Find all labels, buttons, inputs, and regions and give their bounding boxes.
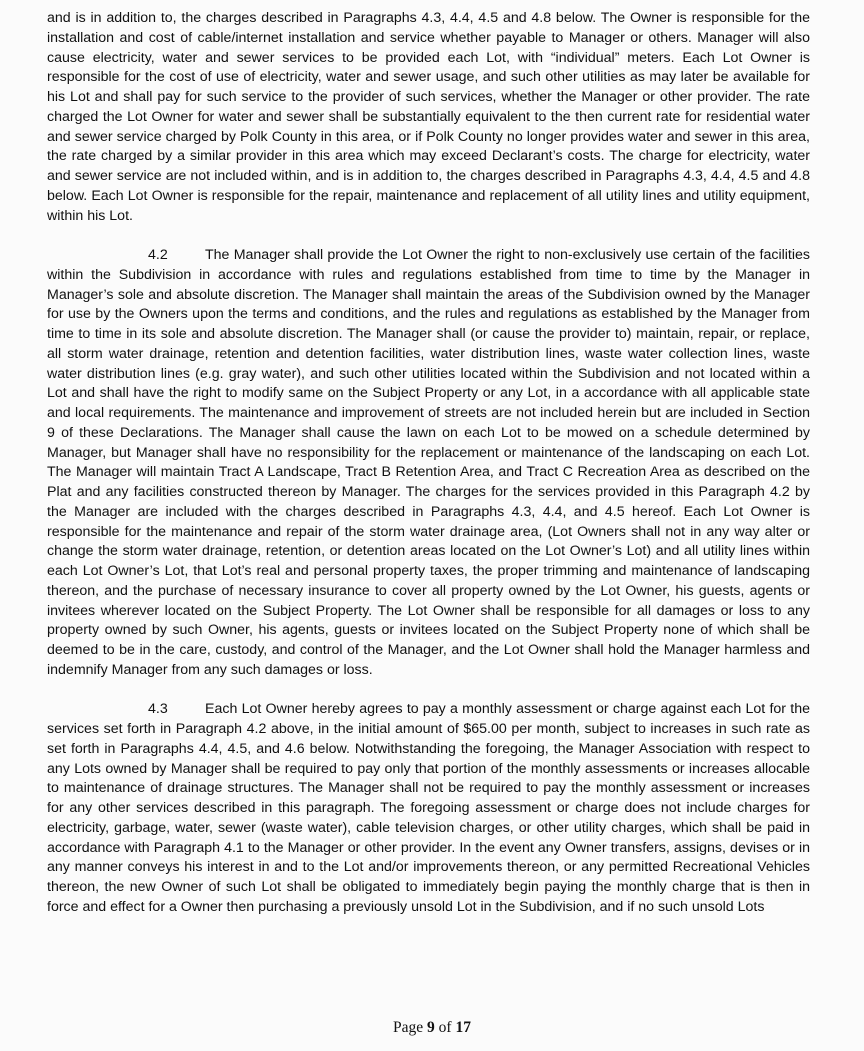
continuation-paragraph: and is in addition to, the charges described in Paragraphs 4.3, 4.4, 4.5 and 4.8 below. The Owner is responsible for the installation and cost of cable/internet installation and service whether payable to Manager or others. Manager will also cause electricity, water and sewer services to be provided each Lot, with “individual” meters. Each Lot Owner is responsible for the cost of use of electricity, water and sewer usage, and such other utilities as may later be available for his Lot and shall pay for such service to the provider of such services, whether the Manager or other provider. The rate charged the Lot Owner for water and sewer shall be substantially equivalent to the then current rate for residential water and sewer service charged by Polk County in this area, or if Polk County no longer provides water and sewer in this area, the rate charged by a similar provider in this area which may exceed Declarant’s costs. The charge for electricity, water and sewer service are not included within, and is in addition to, the charges described in Paragraphs 4.3, 4.4, 4.5 and 4.8 below. Each Lot Owner is responsible for the repair, maintenance and replacement of all utility lines and utility equipment, within his Lot. xyxy=(47,10,810,224)
of-label: of xyxy=(438,1019,452,1036)
document-body xyxy=(47,9,810,918)
section-4-3-paragraph xyxy=(47,700,810,917)
section-text: Each Lot Owner hereby agrees to pay a monthly assessment or charge against each Lot for the services set forth in Paragraph 4.2 above, in the initial amount of $65.00 per month, subject to increases in such rate as set forth in Paragraphs 4.4, 4.5, and 4.6 below. Notwithstanding the foregoing, the Manager Association with respect to any Lots owned by Manager shall be required to pay only that portion of the monthly assessments or increases allocable to maintenance of drainage structures. The Manager shall not be required to pay the monthly assessment or increases for any other services described in this paragraph. The foregoing assessment or charge does not include charges for electricity, garbage, water, sewer (waste water), cable television charges, or other utility charges, which shall be paid in accordance with Paragraph 4.1 to the Manager or other provider. In the event any Owner transfers, assigns, devises or in any manner conveys his interest in and to the Lot and/or improvements thereon, or any permitted Recreational Vehicles thereon, the new Owner of such Lot shall be obligated to immediately begin paying the monthly charge that is then in force and effect for a Owner then purchasing a previously unsold Lot in the Subdivision, and if no such unsold Lots xyxy=(47,701,810,915)
total-pages: 17 xyxy=(455,1019,471,1036)
page-footer xyxy=(0,1019,864,1037)
page-label: Page xyxy=(393,1019,424,1036)
section-number: 4.3 xyxy=(148,701,168,718)
section-text: The Manager shall provide the Lot Owner the right to non-exclusively use certain of the facilities within the Subdivision in accordance with rules and regulations established from time to time by the Manager in Manager’s sole and absolute discretion. The Manager shall maintain the areas of the Subdivision owned by the Manager for use by the Owners upon the terms and conditions, and the rules and regulations as established by the Manager from time to time in its sole and absolute discretion. The Manager shall (or cause the provider to) maintain, repair, or replace, all storm water drainage, retention and detention facilities, water distribution lines, waste water collection lines, waste water distribution lines (e.g. gray water), and such other utilities located within the Subdivision and not located within a Lot and shall have the right to modify same on the Subject Property or any Lot, in a accordance with all applicable state and local requirements. The maintenance and improvement of streets are not included herein but are included in Section 9 of these Declarations. The Manager shall cause the lawn on each Lot to be mowed on a schedule determined by Manager, but Manager shall have no responsibility for the replacement or maintenance of the landscaping on each Lot. The Manager will maintain Tract A Landscape, Tract B Retention Area, and Tract C Recreation Area as described on the Plat and any facilities constructed thereon by Manager. The charges for the services provided in this Paragraph 4.2 by the Manager are included with the charges described in Paragraphs 4.3, 4.4, and 4.5 hereof. Each Lot Owner is responsible for the maintenance and repair of the storm water drainage area, (Lot Owners shall not in any way alter or change the storm water drainage, retention, or detention areas located on the Lot Owner’s Lot) and all utility lines within each Lot Owner’s Lot, that Lot’s real and personal property taxes, the proper trimming and maintenance of landscaping thereon, and the purchase of necessary insurance to cover all property owned by the Lot Owner, his guests, agents or invitees wherever located on the Subject Property. The Lot Owner shall be responsible for all damages or loss to any property owned by such Owner, his agents, guests or invitees located on the Subject Property none of which shall be deemed to be in the care, custody, and control of the Manager, and the Lot Owner shall hold the Manager harmless and indemnify Manager from any such damages or loss. xyxy=(47,247,810,678)
section-number: 4.2 xyxy=(148,247,168,263)
page-number: 9 xyxy=(427,1019,435,1036)
section-4-2-paragraph xyxy=(47,246,810,681)
